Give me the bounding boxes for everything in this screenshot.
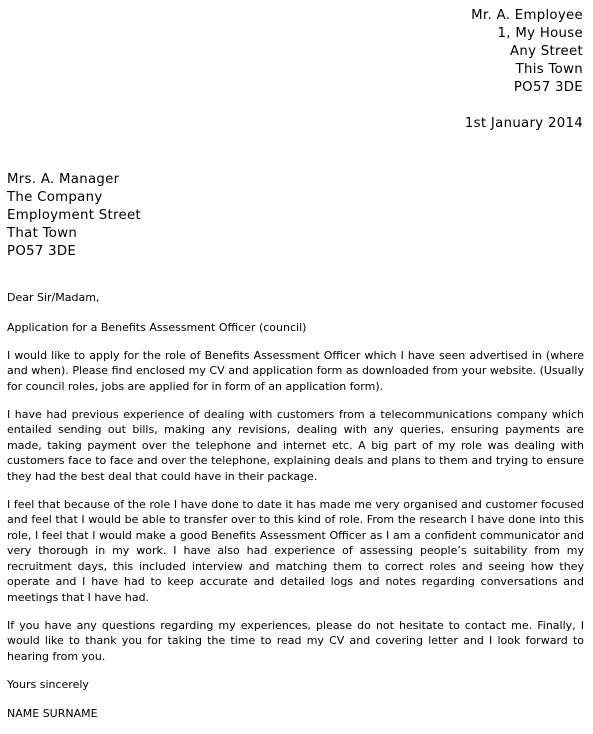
sender-postcode: PO57 3DE	[513, 80, 583, 95]
sender-house: 1, My House	[497, 26, 583, 41]
sender-street: Any Street	[509, 44, 583, 59]
sender-town: This Town	[515, 62, 583, 77]
paragraph-suitability: I feel that because of the role I have done to date it has made me very organised and customer focused and feel that I would be able to transfer over to this kind of role. From the research I have done into this role, I feel that I would make a good Benefits Assessment Officer as I am a confident communicator and very thorough in my work. I have also had experience of assessing people’s suitability from my recruitment days, this included interview and matching them to correct roles and seeing how they operate and I have had to keep accurate and detailed logs and notes regarding conversations and meetings that I have had.	[7, 498, 584, 604]
sender-name: Mr. A. Employee	[471, 8, 583, 23]
subject-line: Application for a Benefits Assessment Officer (council)	[7, 321, 307, 335]
recipient-address	[7, 171, 141, 261]
letter-body	[7, 290, 584, 734]
paragraph-closing: If you have any questions regarding my experiences, please do not hesitate to contact me. Finally, I would like to thank you for taking the time to read my CV and covering letter and I look forward to hearing from you.	[7, 618, 584, 663]
sender-address	[471, 7, 583, 97]
paragraph-intro: I would like to apply for the role of Benefits Assessment Officer which I have seen advertised in (where and when). Please find enclosed my CV and application form as downloaded from your website. (Usually for council roles, jobs are applied for in form of an application form).	[7, 348, 584, 393]
recipient-postcode: PO57 3DE	[7, 244, 77, 259]
recipient-name: Mrs. A. Manager	[7, 172, 120, 187]
recipient-town: That Town	[7, 226, 78, 241]
recipient-company: The Company	[7, 190, 103, 205]
salutation: Dear Sir/Madam,	[7, 291, 100, 304]
recipient-street: Employment Street	[7, 208, 141, 223]
paragraph-experience: I have had previous experience of dealing with customers from a telecommunications company which entailed sending out bills, making any revisions, dealing with any queries, ensuring payments are made, taking payment over the telephone and internet etc. A big part of my role was dealing with customers face to face and over the telephone, explaining deals and plans to them and trying to ensure they had the best deal that could have in their package.	[7, 408, 584, 483]
closing: Yours sincerely	[7, 678, 89, 692]
letter-date: 1st January 2014	[464, 116, 583, 131]
signature: NAME SURNAME	[7, 706, 98, 720]
